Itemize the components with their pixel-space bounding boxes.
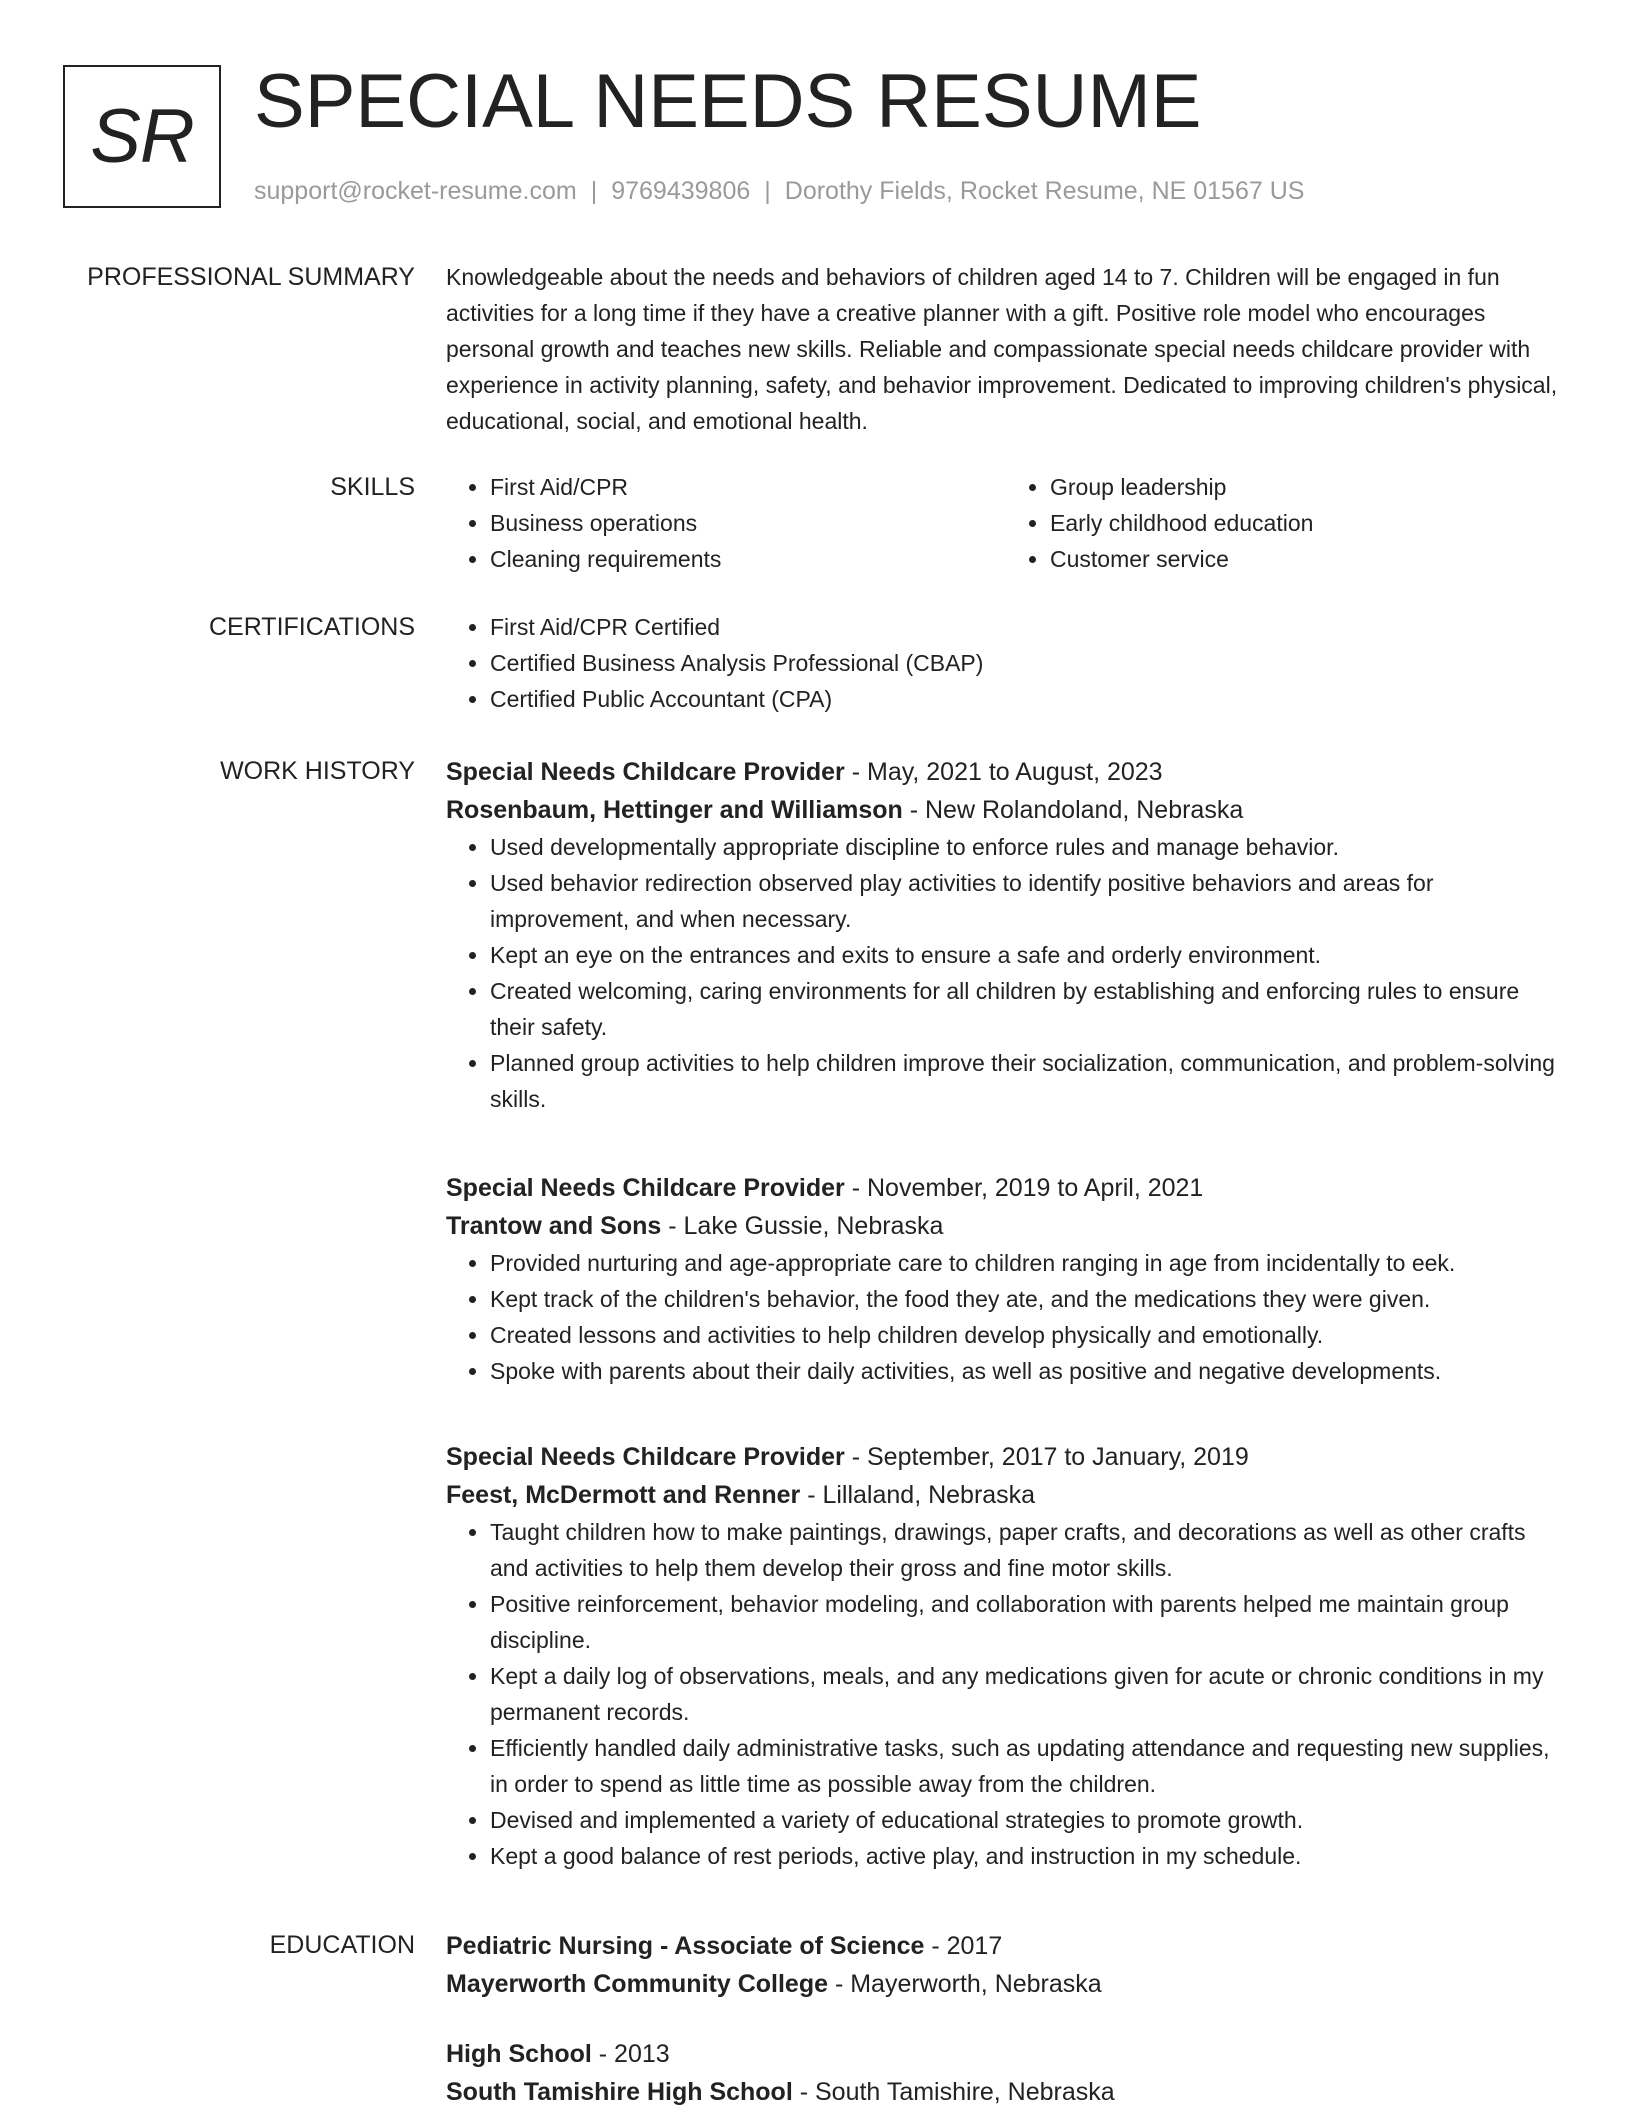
education-school-line bbox=[446, 1965, 1566, 2003]
job-duty: • Used developmentally appropriate discipline to enforce rules and manage behavior. bbox=[490, 829, 1566, 865]
education-degree: High School bbox=[446, 2040, 592, 2068]
skill-item: • Group leadership bbox=[1050, 469, 1566, 505]
certification-item: • Certified Public Accountant (CPA) bbox=[490, 681, 1566, 717]
job-location: - Lillaland, Nebraska bbox=[800, 1481, 1036, 1509]
job-duty: • Planned group activities to help children improve their socialization, communication, and problem-solving skills. bbox=[490, 1045, 1566, 1117]
education-location: - Mayerworth, Nebraska bbox=[828, 1970, 1102, 1998]
job-duty: • Devised and implemented a variety of educational strategies to promote growth. bbox=[490, 1802, 1566, 1838]
job-duty: • Used behavior redirection observed play activities to identify positive behaviors and areas for improvement, and when necessary. bbox=[490, 865, 1566, 937]
job-company-line bbox=[446, 1476, 1566, 1514]
job-duty: • Created lessons and activities to help children develop physically and emotionally. bbox=[490, 1317, 1566, 1353]
job-duty: • Positive reinforcement, behavior modeling, and collaboration with parents helped me maintain group discipline. bbox=[490, 1586, 1566, 1658]
certification-item: • First Aid/CPR Certified bbox=[490, 609, 1566, 645]
job-dates: - May, 2021 to August, 2023 bbox=[844, 758, 1163, 786]
education-year: - 2013 bbox=[591, 2040, 670, 2068]
job-location: - New Rolandoland, Nebraska bbox=[902, 796, 1244, 824]
job-company: Trantow and Sons bbox=[446, 1212, 662, 1240]
job-duty: • Kept a good balance of rest periods, active play, and instruction in my schedule. bbox=[490, 1838, 1566, 1874]
education-entry bbox=[446, 2035, 1566, 2111]
skill-item: • First Aid/CPR bbox=[490, 469, 1006, 505]
job-dates: - September, 2017 to January, 2019 bbox=[844, 1443, 1249, 1471]
job-company-line bbox=[446, 1207, 1566, 1245]
skills-list-right bbox=[1006, 469, 1566, 577]
job-location: - Lake Gussie, Nebraska bbox=[661, 1212, 944, 1240]
job-duties-list bbox=[446, 1514, 1566, 1874]
job-title: Special Needs Childcare Provider bbox=[446, 1174, 845, 1202]
job-duty: • Taught children how to make paintings, drawings, paper crafts, and decorations as well as other crafts and activities to help them develop their gross and fine motor skills. bbox=[490, 1514, 1566, 1586]
contact-email: support@rocket-resume.com bbox=[254, 177, 577, 205]
certification-item: • Certified Business Analysis Professional (CBAP) bbox=[490, 645, 1566, 681]
job-entry bbox=[446, 1438, 1566, 1874]
education-school-line bbox=[446, 2073, 1566, 2111]
skills-body bbox=[446, 469, 1566, 577]
section-label-education: EDUCATION bbox=[269, 1931, 415, 1959]
job-title-line bbox=[446, 1438, 1566, 1476]
job-duty: • Spoke with parents about their daily activities, as well as positive and negative developments. bbox=[490, 1353, 1566, 1389]
job-dates: - November, 2019 to April, 2021 bbox=[844, 1174, 1204, 1202]
education-degree-line bbox=[446, 2035, 1566, 2073]
education-year: - 2017 bbox=[924, 1932, 1003, 1960]
job-duty: • Kept an eye on the entrances and exits to ensure a safe and orderly environment. bbox=[490, 937, 1566, 973]
summary-text: Knowledgeable about the needs and behaviors of children aged 14 to 7. Children will be engaged in fun activities for a long time if they have a creative planner with a gift. Positive role model who encourages personal growth and teaches new skills. Reliable and compassionate special needs childcare provider with experience in activity planning, safety, and behavior improvement. Dedicated to improving children's physical, educational, social, and emotional health. bbox=[446, 264, 1558, 434]
education-location: - South Tamishire, Nebraska bbox=[792, 2078, 1115, 2106]
job-duty: • Created welcoming, caring environments for all children by establishing and enforcing rules to ensure their safety. bbox=[490, 973, 1566, 1045]
skill-item: • Business operations bbox=[490, 505, 1006, 541]
contact-phone: 9769439806 bbox=[611, 177, 751, 205]
job-duties-list bbox=[446, 1245, 1566, 1389]
job-title: Special Needs Childcare Provider bbox=[446, 1443, 845, 1471]
job-entry bbox=[446, 1169, 1566, 1389]
job-duty: • Kept a daily log of observations, meals, and any medications given for acute or chronic conditions in my permanent records. bbox=[490, 1658, 1566, 1730]
contact-address: Dorothy Fields, Rocket Resume, NE 01567 US bbox=[784, 177, 1305, 205]
contact-separator: | bbox=[764, 177, 771, 205]
skill-item: • Early childhood education bbox=[1050, 505, 1566, 541]
section-label-skills: SKILLS bbox=[330, 473, 415, 501]
monogram-logo: SR bbox=[63, 65, 221, 208]
job-company: Rosenbaum, Hettinger and Williamson bbox=[446, 796, 903, 824]
summary-body bbox=[446, 259, 1566, 439]
job-duty: • Efficiently handled daily administrative tasks, such as updating attendance and requesting new supplies, in order to spend as little time as possible away from the children. bbox=[490, 1730, 1566, 1802]
education-entry bbox=[446, 1927, 1566, 2003]
job-title-line bbox=[446, 753, 1566, 791]
section-label-summary: PROFESSIONAL SUMMARY bbox=[87, 263, 415, 291]
contact-line bbox=[254, 174, 1304, 208]
contact-separator: | bbox=[590, 177, 598, 205]
job-duty: • Kept track of the children's behavior, the food they ate, and the medications they were given. bbox=[490, 1281, 1566, 1317]
job-duties-list bbox=[446, 829, 1566, 1117]
skill-item: • Cleaning requirements bbox=[490, 541, 1006, 577]
education-school: Mayerworth Community College bbox=[446, 1970, 828, 1998]
job-entry bbox=[446, 753, 1566, 1117]
job-company: Feest, McDermott and Renner bbox=[446, 1481, 801, 1509]
job-title: Special Needs Childcare Provider bbox=[446, 758, 845, 786]
job-title-line bbox=[446, 1169, 1566, 1207]
education-degree: Pediatric Nursing - Associate of Science bbox=[446, 1932, 925, 1960]
skill-item: • Customer service bbox=[1050, 541, 1566, 577]
education-school: South Tamishire High School bbox=[446, 2078, 793, 2106]
skills-list-left bbox=[446, 469, 1006, 577]
certifications-list bbox=[446, 609, 1566, 717]
section-label-certifications: CERTIFICATIONS bbox=[208, 613, 415, 641]
job-company-line bbox=[446, 791, 1566, 829]
education-degree-line bbox=[446, 1927, 1566, 1965]
certifications-body bbox=[446, 609, 1566, 717]
job-duty: • Provided nurturing and age-appropriate care to children ranging in age from incidentally to eek. bbox=[490, 1245, 1566, 1281]
section-label-work-history: WORK HISTORY bbox=[220, 757, 415, 785]
resume-title: SPECIAL NEEDS RESUME bbox=[254, 59, 1202, 144]
